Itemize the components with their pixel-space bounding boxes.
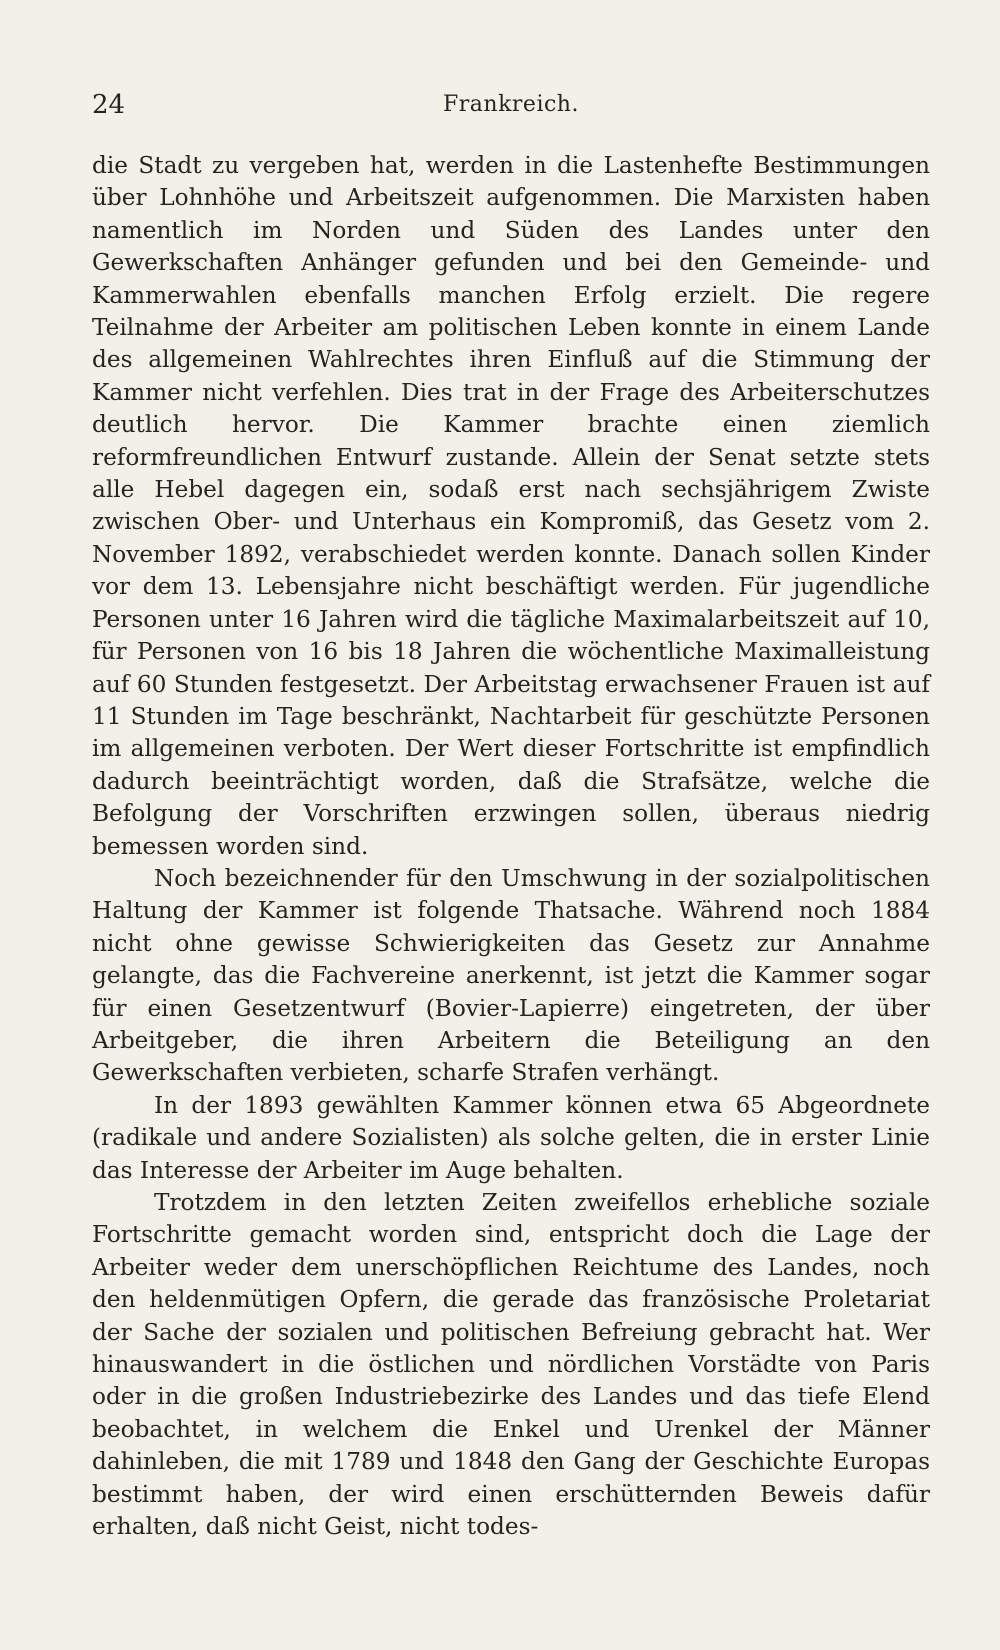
paragraph: Noch bezeichnender für den Umschwung in der sozialpolitischen Haltung der Kammer ist folgende Thatsache. Während noch 1884 nicht ohne gewisse Schwierigkeiten das Gesetz zur Annahme gelangte, das die Fachvereine anerkennt, ist jetzt die Kammer sogar für einen Gesetzentwurf (Bovier-Lapierre) eingetreten, der über Arbeitgeber, die ihren Arbeitern die Beteiligung an den Gewerkschaften verbieten, scharfe Strafen verhängt. <box>92 864 930 1087</box>
paragraph: In der 1893 gewählten Kammer können etwa 65 Abgeordnete (radikale und andere Sozialisten) als solche gelten, die in erster Linie das Interesse der Arbeiter im Auge behalten. <box>92 1091 930 1184</box>
paragraph: Trotzdem in den letzten Zeiten zweifellos erhebliche soziale Fortschritte gemacht worden sind, entspricht doch die Lage der Arbeiter weder dem unerschöpflichen Reichtume des Landes, noch den heldenmütigen Opfern, die gerade das französische Proletariat der Sache der sozialen und politischen Befreiung gebracht hat. Wer hinauswandert in die östlichen und nördlichen Vorstädte von Paris oder in die großen Industriebezirke des Landes und das tiefe Elend beobachtet, in welchem die Enkel und Urenkel der Männer dahinleben, die mit 1789 und 1848 den Gang der Geschichte Europas bestimmt haben, der wird einen erschütternden Beweis dafür erhalten, daß nicht Geist, nicht todes- <box>92 1189 930 1541</box>
paragraph: die Stadt zu vergeben hat, werden in die Lastenhefte Bestimmungen über Lohnhöhe und Arbeitszeit aufgenommen. Die Marxisten haben namentlich im Norden und Süden des Landes unter den Gewerkschaften Anhänger gefunden und bei den Gemeinde- und Kammerwahlen ebenfalls manchen Erfolg erzielt. Die regere Teilnahme der Arbeiter am politischen Leben konnte in einem Lande des allgemeinen Wahlrechtes ihren Einfluß auf die Stimmung der Kammer nicht verfehlen. Dies trat in der Frage des Arbeiterschutzes deutlich hervor. Die Kammer brachte einen ziemlich reformfreundlichen Entwurf zustande. Allein der Senat setzte stets alle Hebel dagegen ein, sodaß erst nach sechsjährigem Zwiste zwischen Ober- und Unterhaus ein Kompromiß, das Gesetz vom 2. November 1892, verabschiedet werden konnte. Danach sollen Kinder vor dem 13. Lebensjahre nicht beschäftigt werden. Für jugendliche Personen unter 16 Jahren wird die tägliche Maximalarbeitszeit auf 10, für Personen von 16 bis 18 Jahren die wöchentliche Maximalleistung auf 60 Stunden festgesetzt. Der Arbeitstag erwachsener Frauen ist auf 11 Stunden im Tage beschränkt, Nachtarbeit für geschützte Personen im allgemeinen verboten. Der Wert dieser Fortschritte ist empfindlich dadurch beeinträchtigt worden, daß die Strafsätze, welche die Befolgung der Vorschriften erzwingen sollen, überaus niedrig bemessen worden sind. <box>92 152 930 860</box>
running-title: Frankreich. <box>443 92 579 117</box>
body-text <box>92 150 930 1543</box>
page-number: 24 <box>92 90 126 120</box>
running-header <box>92 90 930 130</box>
